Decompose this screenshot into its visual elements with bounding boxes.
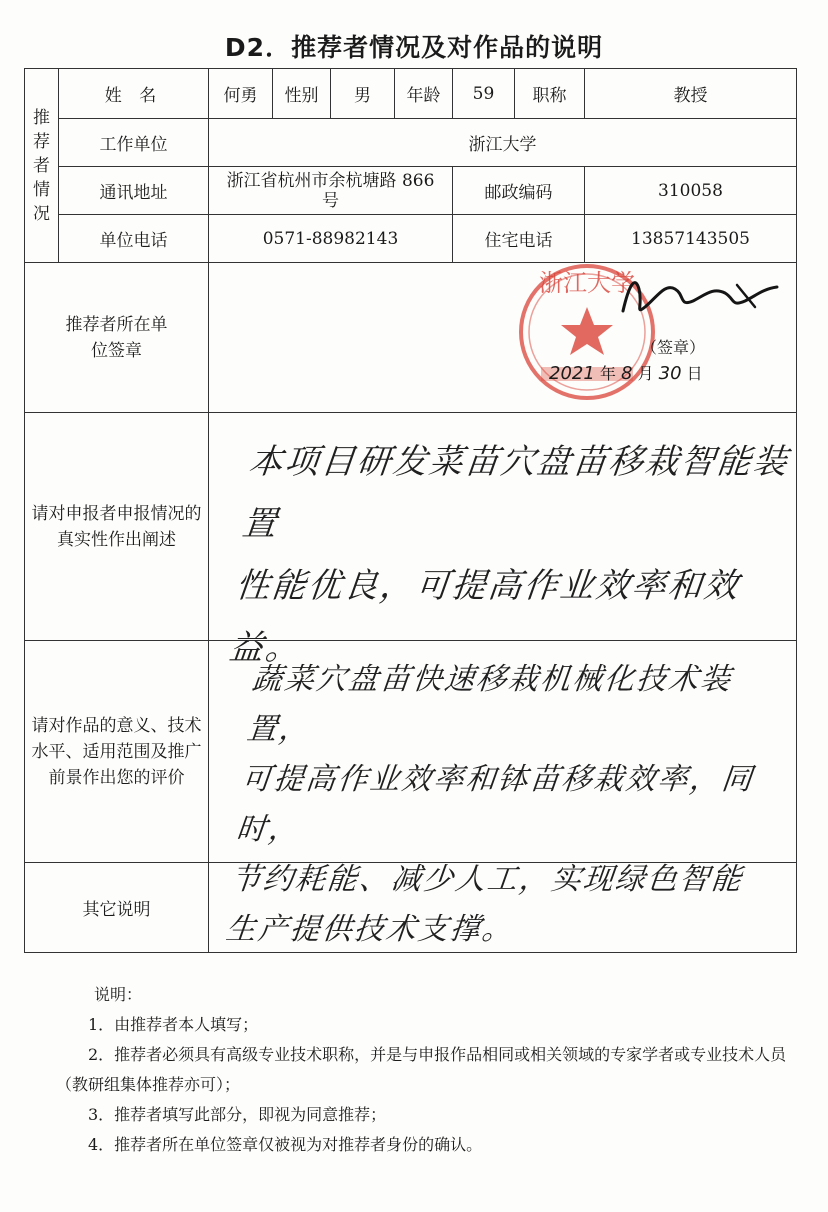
- date-month-char: 月: [637, 364, 654, 383]
- zip-value: 310058: [585, 167, 797, 215]
- eval-handwriting: [223, 655, 798, 955]
- truth-row-label-text: 请对申报者申报情况的真实性作出阐述: [31, 503, 202, 550]
- page-title: D2．推荐者情况及对作品的说明: [224, 33, 604, 62]
- job-title-value: 教授: [585, 69, 797, 119]
- home-phone-label: 住宅电话: [453, 215, 585, 263]
- date-day: 30: [658, 363, 682, 384]
- employer-label: 工作单位: [59, 119, 209, 167]
- job-title-label: 职称: [515, 69, 585, 119]
- gender-label: 性别: [273, 69, 331, 119]
- date-year-char: 年: [599, 364, 616, 383]
- date-day-char: 日: [686, 364, 703, 383]
- eval-row-label-text: 请对作品的意义、技术水平、适用范围及推广前景作出您的评价: [31, 715, 202, 788]
- seal-row-label: [25, 263, 209, 413]
- sign-label: （签章）: [641, 338, 706, 357]
- address-value: 浙江省杭州市余杭塘路 866 号: [209, 167, 453, 215]
- eval-handwriting-line: 蔬菜穴盘苗快速移栽机械化技术装置，: [245, 662, 735, 747]
- zip-label: 邮政编码: [453, 167, 585, 215]
- other-row-label: 其它说明: [25, 863, 209, 953]
- section-label-text: 推荐者情况: [33, 107, 50, 224]
- truth-row-content: [209, 413, 797, 668]
- eval-handwriting-line: 生产提供技术支撑。: [224, 912, 516, 947]
- date-month: 8: [621, 363, 633, 384]
- eval-row-content: [209, 641, 797, 947]
- eval-handwriting-line: 可提高作业效率和钵苗移栽效率，同时，: [234, 762, 756, 847]
- gender-value: 男: [331, 69, 395, 119]
- truth-handwriting-line: 性能优良，可提高作业效率和效益。: [227, 566, 742, 668]
- age-value: 59: [453, 69, 515, 119]
- notes-item: 4．推荐者所在单位签章仅被视为对推荐者身份的确认。: [88, 1135, 483, 1154]
- name-value: 何勇: [209, 69, 273, 119]
- recommender-form: [24, 68, 797, 953]
- seal-row-label-text: 推荐者所在单位签章: [65, 314, 168, 361]
- notes-heading: 说明：: [94, 985, 143, 1004]
- home-phone-value: 13857143505: [585, 215, 797, 263]
- work-phone-label: 单位电话: [59, 215, 209, 263]
- address-label: 通讯地址: [59, 167, 209, 215]
- svg-text:浙江大学: 浙江大学: [539, 269, 635, 297]
- notes-item: 3．推荐者填写此部分，即视为同意推荐；: [88, 1105, 387, 1124]
- signing-date: [549, 361, 703, 384]
- notes-item: 2．推荐者必须具有高级专业技术职称，并是与申报作品相同或相关领域的专家学者或专业技术人员（教研组集体推荐亦可）；: [56, 1045, 787, 1094]
- work-phone-value: 0571-88982143: [209, 215, 453, 263]
- notes-item: 1．由推荐者本人填写；: [88, 1015, 259, 1034]
- name-label: 姓 名: [59, 69, 209, 119]
- eval-handwriting-line: 节约耗能、减少人工，实现绿色智能: [229, 862, 746, 897]
- section-label: [25, 69, 59, 263]
- notes-section: [56, 980, 796, 1160]
- employer-value: 浙江大学: [209, 119, 797, 167]
- truth-row-label: [25, 413, 209, 641]
- handwritten-signature-icon: [605, 267, 785, 327]
- date-year: 2021: [549, 363, 595, 384]
- seal-area: [209, 263, 797, 413]
- truth-handwriting-line: 本项目研发菜苗穴盘苗移栽智能装置: [240, 442, 791, 544]
- age-label: 年龄: [395, 69, 453, 119]
- eval-row-label: [25, 641, 209, 863]
